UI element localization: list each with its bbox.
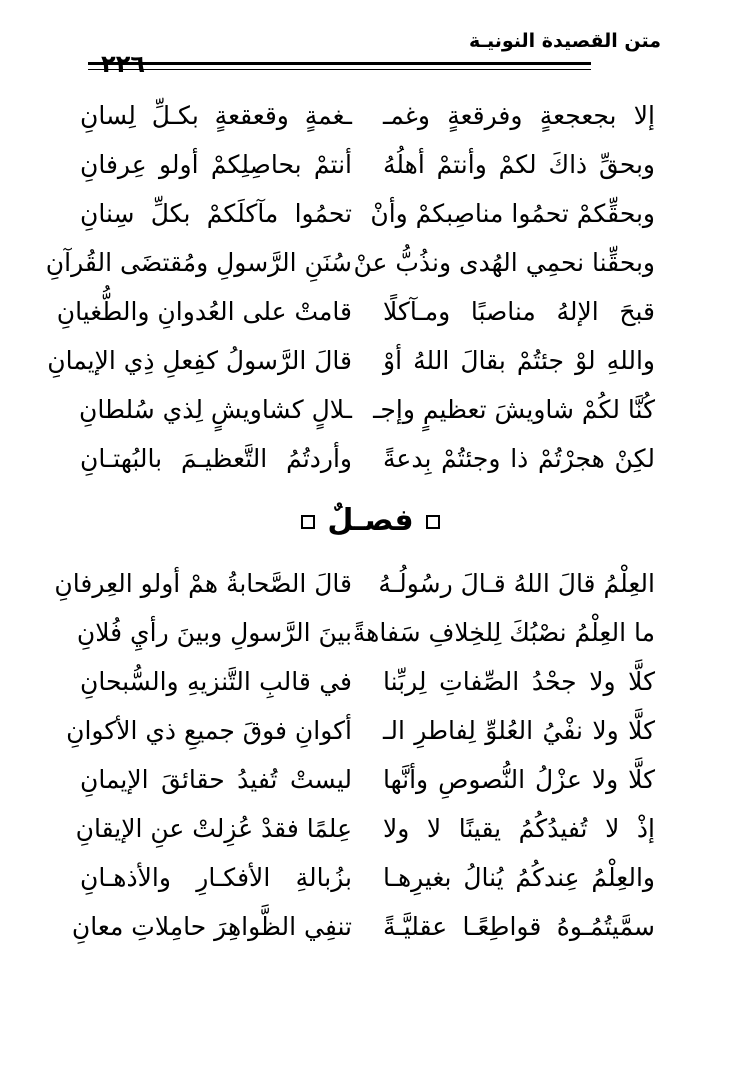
verse-first-hemistich: إذْ لا تُفيدُكُمُ يقينًا لا ولا bbox=[383, 814, 655, 843]
verse-second-hemistich: قالَ الرَّسولُ كفِعلِ ذِي الإيمانِ bbox=[47, 346, 352, 375]
verse-first-hemistich: وبحقِّنا نحمِي الهُدى ونذُبُّ عنْ bbox=[353, 248, 655, 277]
verse-second-hemistich: أكوانِ فوقَ جميعِ ذي الأكوانِ bbox=[66, 716, 352, 745]
verses-before-section bbox=[45, 96, 655, 488]
verse-first-hemistich: والعِلْمُ عِندكُمُ يُنالُ بغيرِهـا bbox=[383, 863, 655, 892]
verse-first-hemistich: كُنَّا لكُمْ شاويشَ تعظيمٍ وإجـ bbox=[373, 395, 655, 424]
verse-second-hemistich: سُنَنِ الرَّسولِ ومُقتضَى القُرآنِ bbox=[45, 248, 352, 277]
section-heading-text: فصـلٌ bbox=[327, 503, 414, 538]
square-ornament-icon bbox=[301, 515, 315, 529]
verse-first-hemistich: قبحَ الإلهُ مناصبًا ومـآكلًا bbox=[383, 297, 655, 326]
verse-first-hemistich: وبحقِّ ذاكَ لكمْ وأنتمْ أهلُهُ bbox=[383, 150, 655, 179]
verse-line bbox=[80, 760, 655, 809]
verse-line bbox=[71, 907, 655, 956]
verse-first-hemistich: كلَّا ولا عزْلُ النُّصوصِ وأنَّها bbox=[383, 765, 655, 794]
verse-line bbox=[80, 96, 655, 145]
verse-line bbox=[80, 145, 655, 194]
verse-line bbox=[80, 858, 655, 907]
verse-line bbox=[80, 194, 655, 243]
verse-first-hemistich: وبحقِّكمْ تحمُوا مناصِبكمْ وأنْ bbox=[370, 199, 655, 228]
verse-line bbox=[75, 809, 655, 858]
verses-after-section bbox=[54, 564, 655, 956]
verse-line bbox=[54, 564, 655, 613]
verse-line bbox=[66, 711, 655, 760]
header-rule-thick bbox=[88, 62, 591, 65]
verse-line bbox=[45, 243, 655, 292]
verse-first-hemistich: إلا بجعجعةٍ وفرقعةٍ وغمـ bbox=[383, 101, 655, 130]
verse-first-hemistich: كلَّا ولا نفْيُ العُلوِّ لِفاطرِ الـ bbox=[383, 716, 655, 745]
verse-line bbox=[76, 613, 655, 662]
verse-second-hemistich: في قالبِ التَّنزيهِ والسُّبحانِ bbox=[80, 667, 352, 696]
verse-second-hemistich: تنفِي الظَّواهِرَ حامِلاتِ معانِ bbox=[71, 912, 352, 941]
verse-second-hemistich: ـغمةٍ وقعقعةٍ بكـلِّ لِسانِ bbox=[80, 101, 352, 130]
verse-second-hemistich: عِلمًا فقدْ عُزِلتْ عنِ الإيقانِ bbox=[75, 814, 352, 843]
verse-second-hemistich: ـلالٍ كشاويشٍ لِذي سُلطانِ bbox=[79, 395, 352, 424]
square-ornament-icon bbox=[426, 515, 440, 529]
verse-second-hemistich: وأردتُمُ التَّعظيـمَ بالبُهتـانِ bbox=[80, 444, 352, 473]
verse-first-hemistich: سمَّيتُمُـوهُ قواطِعًـا عقليَّـةً bbox=[383, 912, 655, 941]
verse-first-hemistich: كلَّا ولا جحْدُ الصِّفاتِ لِربِّنا bbox=[383, 667, 655, 696]
header-rule-thin bbox=[88, 69, 591, 70]
verse-first-hemistich: لكِنْ هجرْتُمْ ذا وجئتُمْ بِدعةً bbox=[383, 444, 655, 473]
verse-first-hemistich: ما العِلْمُ نصْبُكَ لِلخِلافِ سَفاهةً bbox=[352, 618, 655, 647]
verse-line bbox=[56, 292, 655, 341]
verse-line bbox=[47, 341, 655, 390]
section-heading bbox=[0, 500, 741, 542]
verse-second-hemistich: بينَ الرَّسولِ وبينَ رأيِ فُلانِ bbox=[76, 618, 352, 647]
running-header-title: متن القصيدة النونيـة bbox=[468, 30, 661, 52]
verse-line bbox=[80, 662, 655, 711]
verse-second-hemistich: بزُبالةِ الأفكـارِ والأذهـانِ bbox=[80, 863, 352, 892]
page-number: ٢٢٦ bbox=[101, 50, 145, 78]
verse-second-hemistich: قامتْ على العُدوانِ والطُّغيانِ bbox=[56, 297, 352, 326]
verse-first-hemistich: العِلْمُ قالَ اللهُ قـالَ رسُولُـهُ bbox=[378, 569, 655, 598]
verse-first-hemistich: واللهِ لوْ جئتُمْ بقالَ اللهُ أوْ bbox=[383, 346, 655, 375]
verse-line bbox=[80, 439, 655, 488]
verse-line bbox=[80, 390, 655, 439]
verse-second-hemistich: قالَ الصَّحابةُ همْ أولو العِرفانِ bbox=[54, 569, 352, 598]
verse-second-hemistich: تحمُوا مآكلَكمْ بكلِّ سِنانِ bbox=[80, 199, 352, 228]
verse-second-hemistich: ليستْ تُفيدُ حقائقَ الإيمانِ bbox=[80, 765, 352, 794]
verse-second-hemistich: أنتمْ بحاصِلِكمْ أولو عِرفانِ bbox=[80, 150, 352, 179]
